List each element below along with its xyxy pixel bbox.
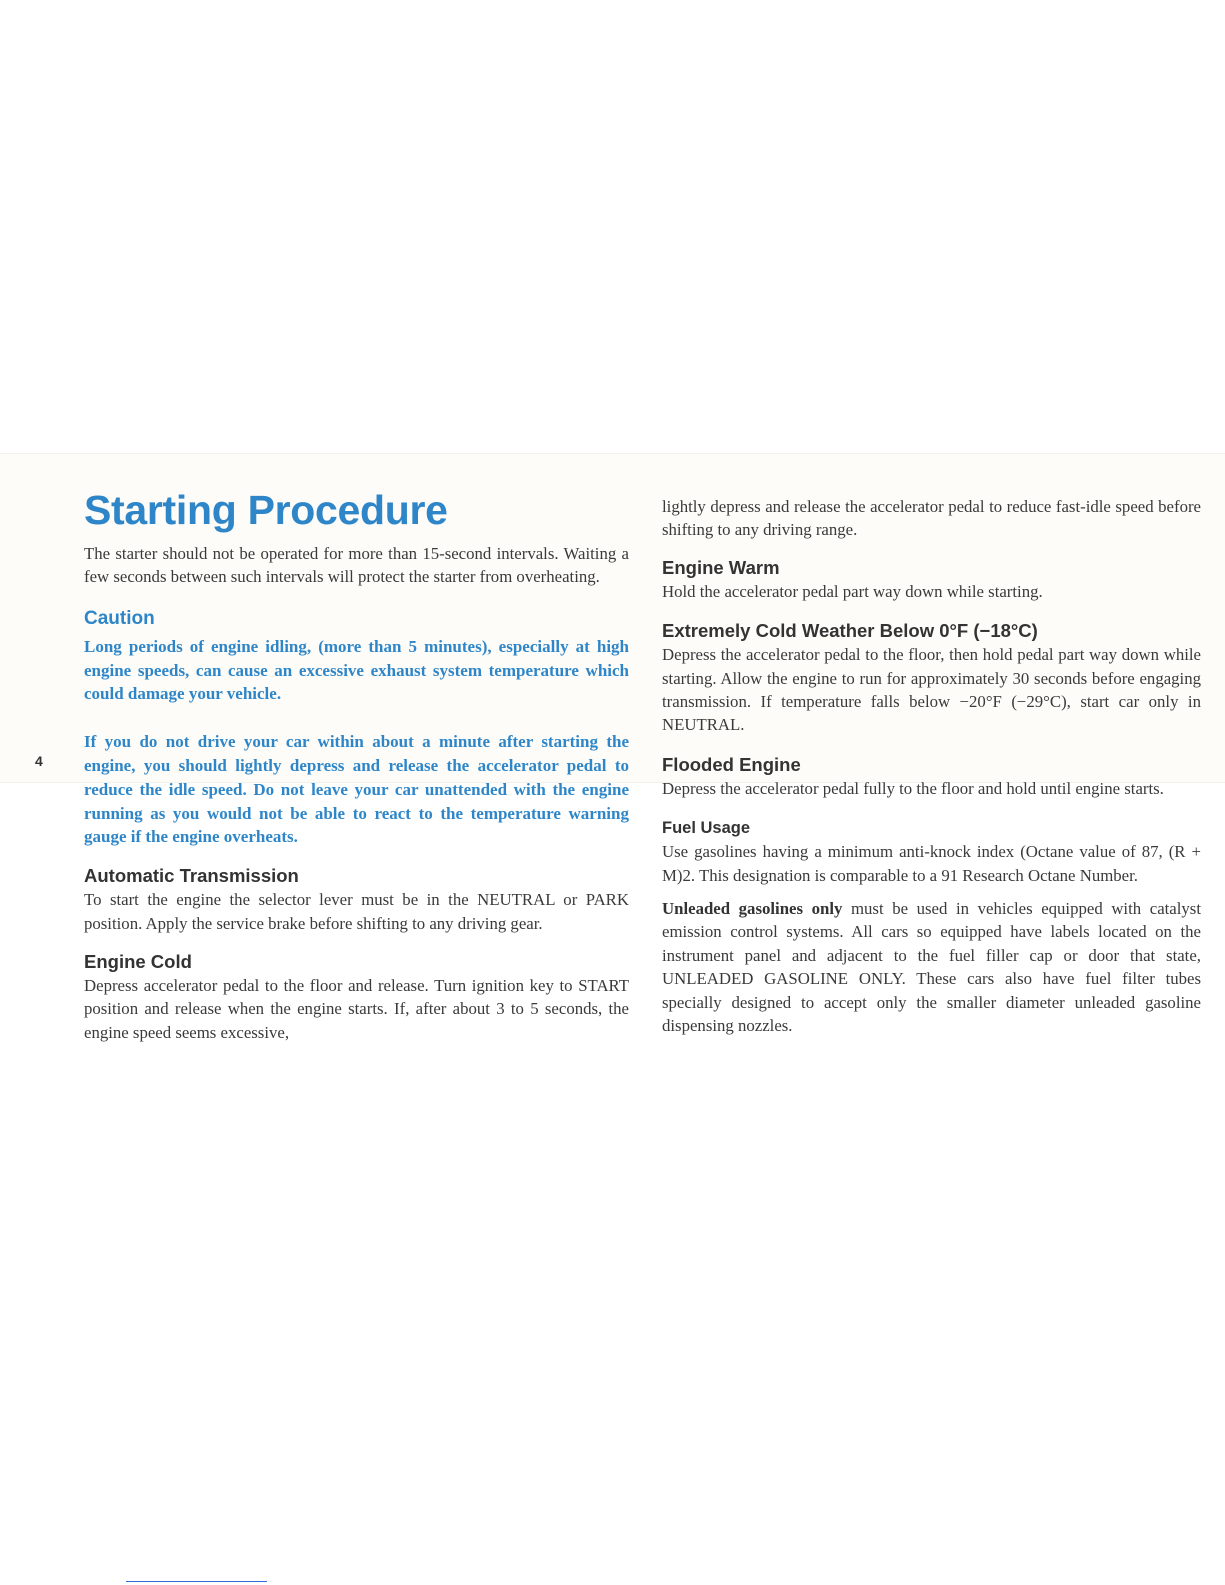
caution-paragraph-2: If you do not drive your car within about a minute after starting the engine, you should lightly depress and release the accelerator pedal to reduce the idle speed. Do not leave your car unattended with the engine running as you would not be able to react to the temperature warning gauge if the engine overheats. xyxy=(84,732,629,847)
fuel-usage-text: Use gasolines having a minimum anti-knock index (Octane value of 87, (R + M)2. This designation is comparable to a 91 Research Octane Number. xyxy=(662,842,1201,885)
unleaded-paragraph xyxy=(662,897,1201,1037)
extremely-cold-heading: Extremely Cold Weather Below 0°F (−18°C) xyxy=(662,620,1038,642)
unleaded-lead-in: Unleaded gasolines only xyxy=(662,899,843,919)
engine-cold-heading: Engine Cold xyxy=(84,951,192,972)
engine-warm-text: Hold the accelerator pedal part way down while starting. xyxy=(662,581,1043,601)
continued-paragraph: lightly depress and release the accelerator pedal to reduce fast-idle speed before shifting to any driving range. xyxy=(662,497,1201,540)
caution-heading: Caution xyxy=(84,607,155,629)
fuel-usage-heading: Fuel Usage xyxy=(662,819,751,838)
intro-paragraph: The starter should not be operated for more than 15-second intervals. Waiting a few seconds between such intervals will protect the starter from overheating. xyxy=(84,544,629,587)
flooded-engine-text: Depress the accelerator pedal fully to the floor and hold until engine starts. xyxy=(662,778,1164,798)
engine-cold-text: Depress accelerator pedal to the floor and release. Turn ignition key to START position and release when the engine starts. If, after about 3 to 5 seconds, the engine speed seems excessive, xyxy=(84,976,629,1042)
engine-warm-heading: Engine Warm xyxy=(662,556,780,578)
right-column xyxy=(662,495,1201,1038)
automatic-transmission-heading: Automatic Transmission xyxy=(84,865,299,887)
caution-paragraph-1: Long periods of engine idling, (more than 5 minutes), especially at high engine speeds, can cause an excessive exhaust system temperature which could damage your vehicle. xyxy=(84,636,629,704)
unleaded-text: must be used in vehicles equipped with catalyst emission control systems. All cars so equipped have labels located on the instrument panel and adjacent to the fuel filler cap or door that state, UNLEADED GASOLINE ONLY. These cars also have fuel filter tubes specially designed to accept only the smaller diameter unleaded gasoline dispensing nozzles. xyxy=(662,899,1201,1036)
flooded-engine-heading: Flooded Engine xyxy=(662,753,801,775)
page-number: 4 xyxy=(35,753,43,769)
automatic-transmission-text: To start the engine the selector lever must be in the NEUTRAL or PARK position. Apply the service brake before shifting to any driving gear. xyxy=(84,890,629,933)
bottom-link-underline xyxy=(126,1581,267,1582)
left-column xyxy=(84,486,629,1044)
extremely-cold-text: Depress the accelerator pedal to the floor, then hold pedal part way down while starting. Allow the engine to run for approximately 30 seconds before engaging transmission. If temperature falls below −20°F (−29°C), start car only in NEUTRAL. xyxy=(662,645,1201,735)
page-title: Starting Procedure xyxy=(84,487,448,533)
